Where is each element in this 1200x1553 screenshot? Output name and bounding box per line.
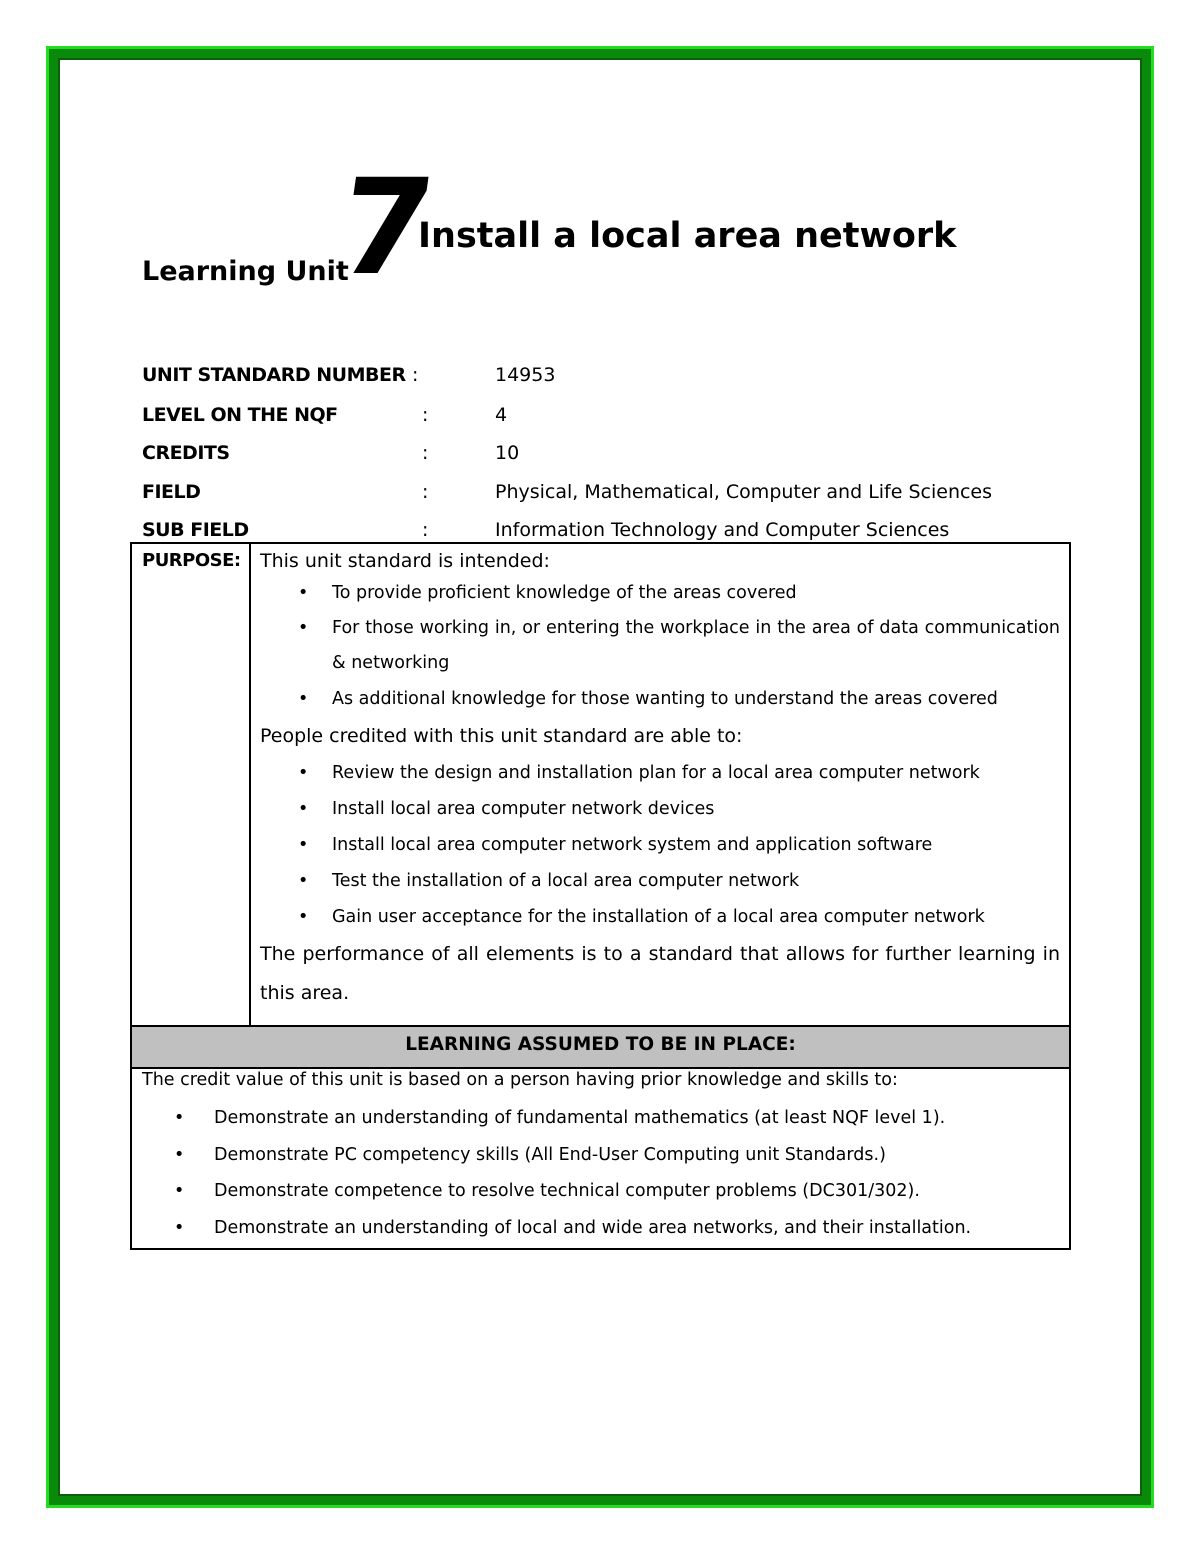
info-colon: : (422, 519, 429, 541)
purpose-label: PURPOSE: (142, 550, 241, 571)
bullet-icon: • (174, 1217, 185, 1238)
assumed-intro: The credit value of this unit is based on a person having prior knowledge and skills to: (142, 1070, 898, 1090)
list-item (260, 611, 1060, 681)
info-row-unit-standard (142, 364, 1062, 394)
list-item-text: To provide proficient knowledge of the areas covered (332, 583, 797, 603)
info-value: 14953 (495, 364, 556, 386)
list-item (260, 899, 1060, 935)
list-item (260, 791, 1060, 827)
info-colon: : (422, 442, 429, 464)
info-label: UNIT STANDARD NUMBER (142, 364, 406, 386)
assumed-body (130, 1067, 1071, 1250)
list-item (132, 1210, 971, 1247)
info-colon: : (422, 481, 429, 503)
bullet-icon: • (174, 1108, 185, 1128)
bullet-icon: • (174, 1181, 185, 1201)
list-item-text: Demonstrate an understanding of fundamental mathematics (at least NQF level 1). (214, 1108, 946, 1128)
list-item (260, 681, 1060, 717)
bullet-icon: • (298, 907, 309, 927)
info-value: Information Technology and Computer Sciences (495, 519, 950, 541)
list-item-text: Demonstrate an understanding of local and wide area networks, and their installation. (214, 1217, 972, 1238)
bullet-icon: • (298, 583, 309, 603)
list-item-text: As additional knowledge for those wanting to understand the areas covered (332, 689, 998, 709)
purpose-content (260, 548, 1060, 1013)
bullet-icon: • (298, 871, 309, 891)
info-value: 10 (495, 442, 520, 464)
bullet-icon: • (298, 618, 309, 638)
info-row-credits (142, 442, 1062, 472)
info-label: SUB FIELD (142, 519, 249, 541)
list-item (260, 755, 1060, 791)
info-label: CREDITS (142, 442, 230, 464)
able-list (260, 755, 1060, 935)
bullet-icon: • (298, 835, 309, 855)
list-item (132, 1173, 971, 1210)
info-label: LEVEL ON THE NQF (142, 404, 338, 426)
list-item (132, 1100, 971, 1137)
list-item (260, 863, 1060, 899)
purpose-closing: The performance of all elements is to a standard that allows for further learning in this area. (260, 943, 1060, 1004)
info-label: FIELD (142, 481, 201, 503)
page-title: Install a local area network (418, 216, 957, 256)
list-item (132, 1137, 971, 1174)
list-item-text: Demonstrate PC competency skills (All End-User Computing unit Standards.) (214, 1144, 886, 1165)
list-item-text: Gain user acceptance for the installation of a local area computer network (332, 907, 985, 927)
bullet-icon: • (298, 763, 309, 783)
intended-list (260, 575, 1060, 717)
able-intro: People credited with this unit standard are able to: (260, 725, 743, 747)
info-colon: : (422, 404, 429, 426)
list-item (260, 827, 1060, 863)
list-item-text: Review the design and installation plan for a local area computer network (332, 763, 980, 783)
list-item-text: Install local area computer network devices (332, 799, 715, 819)
table-divider (249, 544, 251, 1025)
list-item-text: For those working in, or entering the workplace in the area of data communication & networking (332, 618, 1060, 673)
learning-unit-label: Learning Unit (142, 256, 349, 287)
purpose-table (130, 542, 1071, 1027)
info-value: 4 (495, 404, 508, 426)
info-row-field (142, 481, 1062, 511)
bullet-icon: • (298, 689, 309, 709)
info-value: Physical, Mathematical, Computer and Life Sciences (495, 481, 993, 503)
list-item-text: Test the installation of a local area computer network (332, 871, 800, 891)
list-item (260, 575, 1060, 611)
bullet-icon: • (174, 1144, 185, 1165)
info-row-level (142, 404, 1062, 434)
info-colon: : (412, 364, 419, 386)
purpose-intro: This unit standard is intended: (260, 550, 550, 572)
list-item-text: Install local area computer network system and application software (332, 835, 933, 855)
assumed-header: LEARNING ASSUMED TO BE IN PLACE: (130, 1025, 1071, 1069)
learning-unit-number: 7 (329, 151, 439, 305)
assumed-list (132, 1100, 971, 1246)
list-item-text: Demonstrate competence to resolve technical computer problems (DC301/302). (214, 1181, 920, 1201)
bullet-icon: • (298, 799, 309, 819)
